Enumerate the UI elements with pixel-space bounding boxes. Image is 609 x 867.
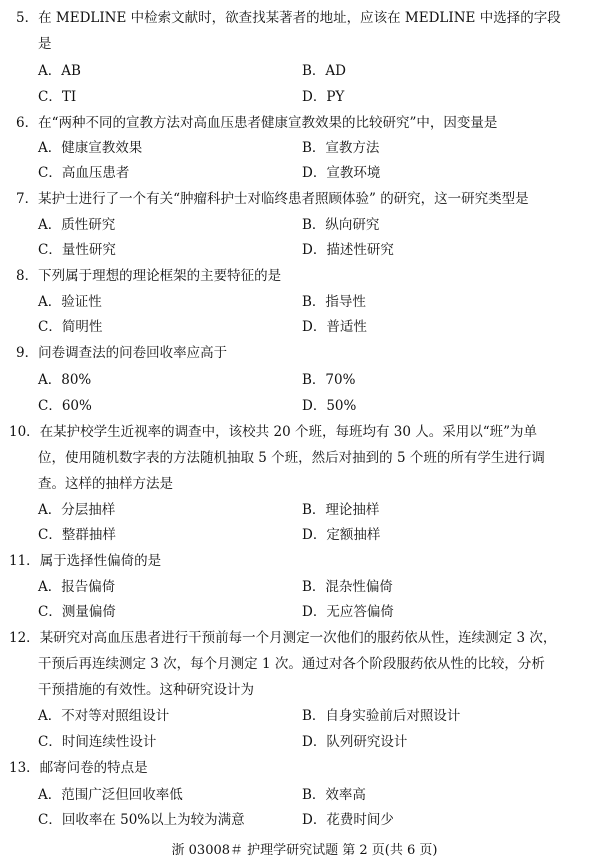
question-text-line: 属于选择性偏倚的是 xyxy=(39,553,162,569)
option-b: B．指导性 xyxy=(302,294,366,310)
option-c: C．量性研究 xyxy=(38,242,116,258)
question-number: 8． xyxy=(16,268,39,284)
option-b: B．理论抽样 xyxy=(302,502,380,518)
option-a: A．健康宣教效果 xyxy=(38,140,143,156)
option-a: A．验证性 xyxy=(38,294,102,310)
option-a: A．AB xyxy=(38,63,81,79)
option-c: C．测量偏倚 xyxy=(38,604,116,620)
option-d: D．定额抽样 xyxy=(302,527,381,543)
option-c: C．高血压患者 xyxy=(38,165,130,181)
option-c: C．整群抽样 xyxy=(38,527,116,543)
option-c: C．TI xyxy=(38,89,77,105)
option-d: D．描述性研究 xyxy=(302,242,394,258)
question-number: 6． xyxy=(16,115,39,131)
option-b: B．纵向研究 xyxy=(302,217,380,233)
option-c: C．60% xyxy=(38,398,92,414)
question-12-stem-cont xyxy=(38,655,545,673)
option-c: C．时间连续性设计 xyxy=(38,734,157,750)
option-b: B．效率高 xyxy=(302,787,366,803)
option-a: A．报告偏倚 xyxy=(38,579,116,595)
question-text-line: 问卷调查法的问卷回收率应高于 xyxy=(38,345,228,361)
option-d: D．50% xyxy=(302,398,357,414)
question-5-stem-cont xyxy=(38,35,52,53)
question-text-line: 干预后再连续测定 3 次，每个月测定 1 次。通过对各个阶段服药依从性的比较，分析 xyxy=(38,656,545,672)
question-text-line: 邮寄问卷的特点是 xyxy=(39,760,148,776)
question-text-line: 某研究对高血压患者进行干预前每一个月测定一次他们的服药依从性，连续测定 3 次， xyxy=(39,630,557,646)
question-10-stem-cont xyxy=(38,475,173,493)
question-number: 12． xyxy=(9,630,40,646)
question-text-line: 在 MEDLINE 中检索文献时，欲查找某著者的地址，应该在 MEDLINE 中选择的字段 xyxy=(38,10,561,26)
question-10-stem xyxy=(9,423,537,441)
question-number: 10． xyxy=(9,424,40,440)
option-a: A．不对等对照组设计 xyxy=(38,708,170,724)
question-8-stem xyxy=(16,267,281,285)
option-a: A．质性研究 xyxy=(38,217,116,233)
question-13-stem xyxy=(9,759,148,777)
option-d: D．宣教环境 xyxy=(302,165,381,181)
question-text-line: 在某护校学生近视率的调查中，该校共 20 个班，每班均有 30 人。采用以“班”为单 xyxy=(39,424,538,440)
option-a: A．80% xyxy=(38,372,92,388)
option-b: B．宣教方法 xyxy=(302,140,380,156)
question-text-line: 位，使用随机数字表的方法随机抽取 5 个班，然后对抽到的 5 个班的所有学生进行调 xyxy=(38,450,545,466)
question-text-line: 是 xyxy=(38,36,52,52)
question-number: 11． xyxy=(9,553,40,569)
question-text-line: 在“两种不同的宣教方法对高血压患者健康宣教效果的比较研究”中，因变量是 xyxy=(38,115,498,131)
option-c: C．简明性 xyxy=(38,319,103,335)
option-b: B．自身实验前后对照设计 xyxy=(302,708,461,724)
question-number: 9． xyxy=(16,345,39,361)
question-text-line: 某护士进行了一个有关“肿瘤科护士对临终患者照顾体验” 的研究，这一研究类型是 xyxy=(38,191,529,207)
option-d: D．队列研究设计 xyxy=(302,734,408,750)
option-d: D．普适性 xyxy=(302,319,367,335)
option-c: C．回收率在 50%以上为较为满意 xyxy=(38,812,245,828)
question-text-line: 查。这样的抽样方法是 xyxy=(38,476,173,492)
question-12-stem xyxy=(9,629,556,647)
option-d: D．PY xyxy=(302,89,345,105)
question-6-stem xyxy=(16,114,497,132)
question-text-line: 下列属于理想的理论框架的主要特征的是 xyxy=(38,268,282,284)
question-number: 7． xyxy=(16,191,39,207)
question-number: 5． xyxy=(16,10,39,26)
question-number: 13． xyxy=(9,760,40,776)
option-b: B．70% xyxy=(302,372,356,388)
option-a: A．分层抽样 xyxy=(38,502,116,518)
option-b: B．混杂性偏倚 xyxy=(302,579,393,595)
question-7-stem xyxy=(16,190,529,208)
question-5-stem xyxy=(16,9,561,27)
question-12-stem-cont xyxy=(38,681,254,699)
page-footer: 浙 03008＃ 护理学研究试题 第 2 页(共 6 页) xyxy=(171,843,438,858)
option-d: D．花费时间少 xyxy=(302,812,394,828)
question-11-stem xyxy=(9,552,161,570)
question-9-stem xyxy=(16,344,227,362)
option-d: D．无应答偏倚 xyxy=(302,604,394,620)
option-a: A．范围广泛但回收率低 xyxy=(38,787,183,803)
question-10-stem-cont xyxy=(38,449,545,467)
option-b: B．AD xyxy=(302,63,346,79)
question-text-line: 干预措施的有效性。这种研究设计为 xyxy=(38,682,254,698)
